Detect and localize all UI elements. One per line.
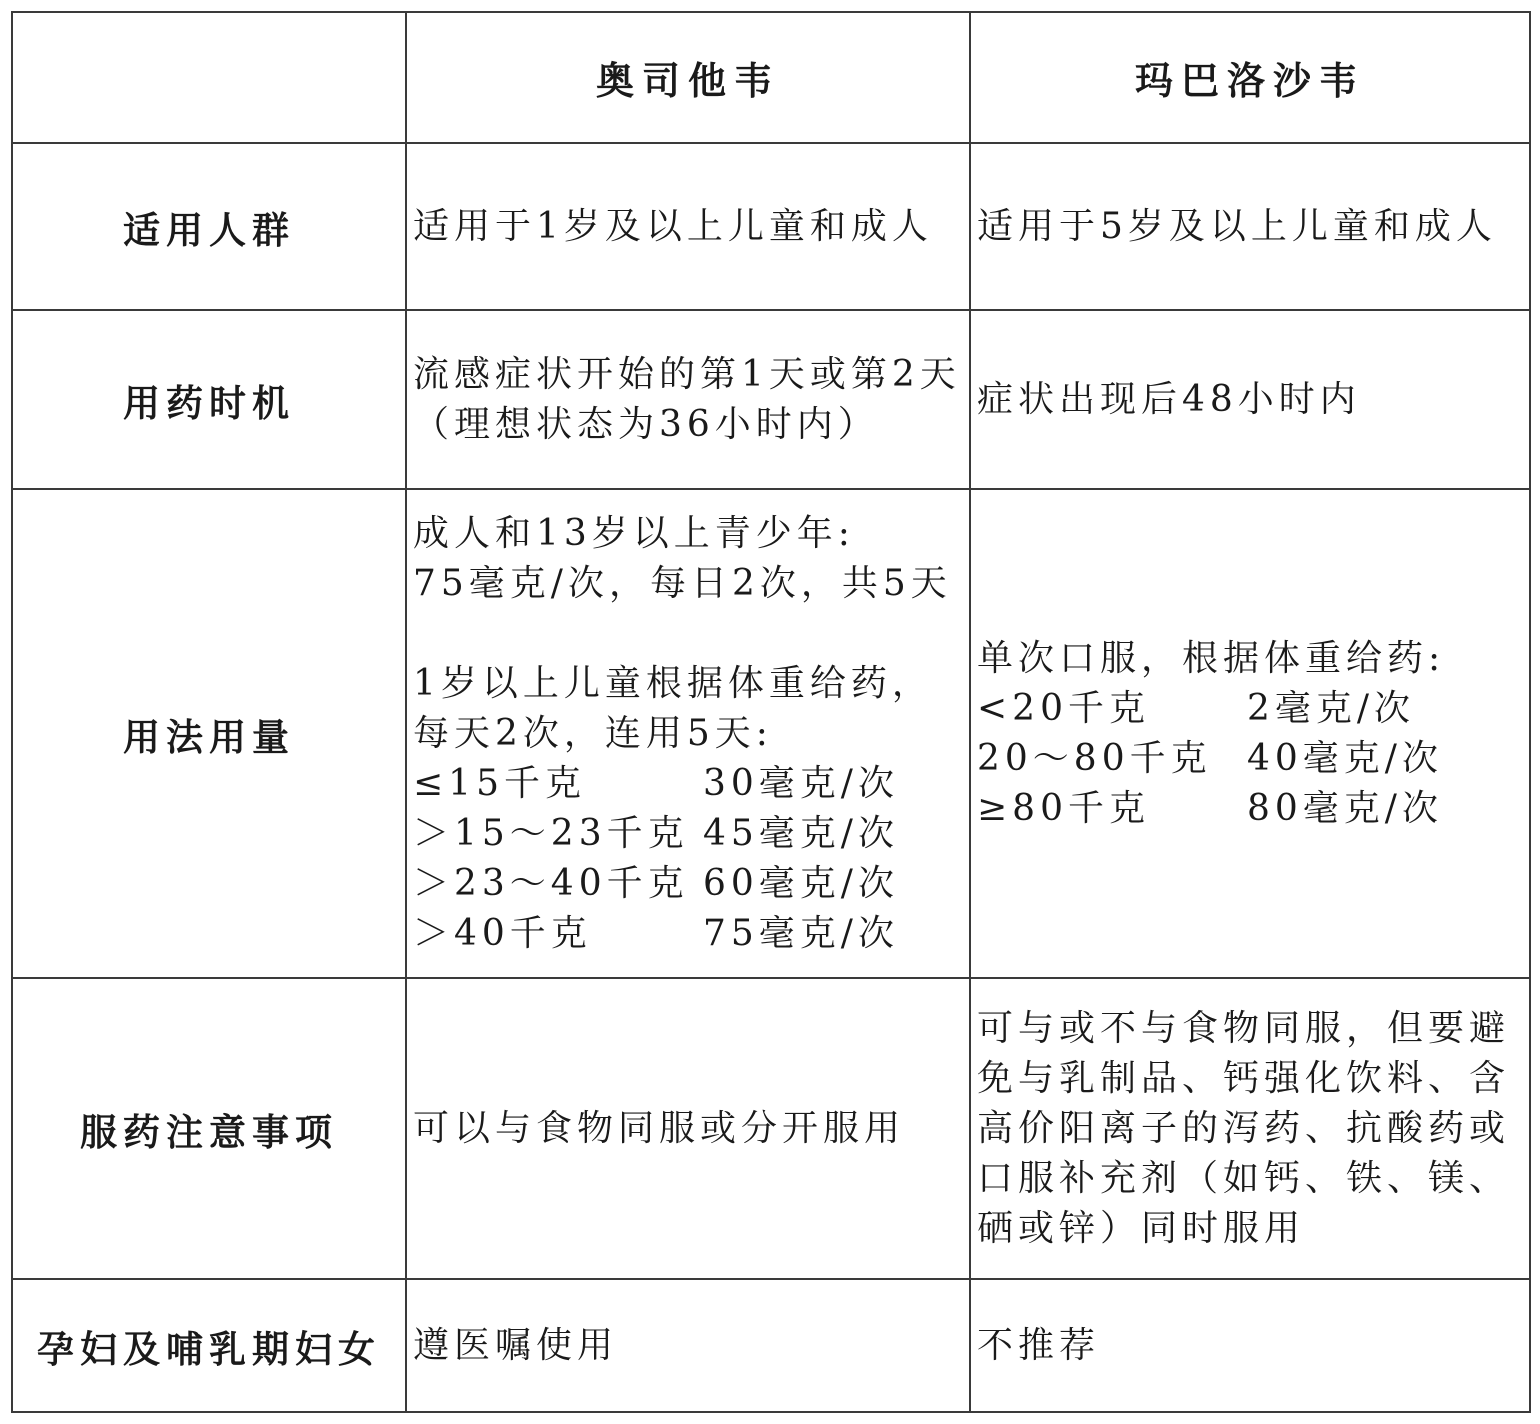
dosage-a-weight-row — [413, 759, 899, 809]
timing-drug-a-line-1: 流感症状开始的第1天或第2天 — [413, 353, 961, 395]
dosage-a-adult-dose: 75毫克/次，每日2次，共5天 — [413, 562, 952, 604]
precautions-b-line-3: 高价阳离子的泻药、抗酸药或 — [977, 1107, 1511, 1149]
dosage-a-dose: 30毫克/次 — [703, 762, 899, 804]
dosage-b-heading: 单次口服，根据体重给药: — [977, 637, 1446, 679]
dosage-b-dose: 2毫克/次 — [1247, 687, 1416, 729]
row-dosage — [12, 489, 1530, 978]
row-label-population: 适用人群 — [12, 143, 406, 310]
dosage-drug-a — [406, 489, 970, 978]
dosage-a-child-heading-1: 1岁以上儿童根据体重给药， — [413, 662, 933, 704]
header-blank-cell — [12, 12, 406, 143]
dosage-a-weight-row — [413, 859, 899, 909]
population-drug-a — [406, 143, 970, 310]
population-drug-b — [970, 143, 1530, 310]
dosage-a-weight: ＞23～40千克 — [413, 862, 689, 904]
row-population — [12, 143, 1530, 310]
dosage-b-weight-row — [977, 734, 1443, 784]
dosage-b-weight-row — [977, 684, 1443, 734]
precautions-drug-b — [970, 978, 1530, 1279]
dosage-a-adult-heading: 成人和13岁以上青少年: — [413, 512, 855, 554]
row-pregnancy — [12, 1279, 1530, 1412]
dosage-a-dose: 75毫克/次 — [703, 912, 899, 954]
dosage-b-dose: 80毫克/次 — [1247, 787, 1443, 829]
row-label-dosage: 用法用量 — [12, 489, 406, 978]
precautions-b-line-5: 硒或锌）同时服用 — [977, 1207, 1306, 1249]
dosage-a-weight: ＞15～23千克 — [413, 812, 689, 854]
dosage-a-weight: ≤15千克 — [413, 762, 586, 804]
dosage-a-weight-row — [413, 809, 899, 859]
pregnancy-drug-b-text: 不推荐 — [977, 1324, 1101, 1366]
header-row — [12, 12, 1530, 143]
dosage-b-weight-row — [977, 784, 1443, 834]
timing-drug-b — [970, 310, 1530, 489]
comparison-table — [11, 11, 1531, 1413]
timing-drug-a — [406, 310, 970, 489]
dosage-b-weight-table — [977, 684, 1443, 834]
timing-drug-b-text: 症状出现后48小时内 — [977, 378, 1361, 420]
dosage-a-dose: 60毫克/次 — [703, 862, 899, 904]
precautions-b-line-2: 免与乳制品、钙强化饮料、含 — [977, 1057, 1511, 1099]
dosage-a-weight-table — [413, 759, 899, 959]
timing-drug-a-line-2: （理想状态为36小时内） — [413, 403, 879, 445]
precautions-b-line-1: 可与或不与食物同服，但要避 — [977, 1007, 1511, 1049]
dosage-a-dose: 45毫克/次 — [703, 812, 899, 854]
dosage-b-weight: <20千克 — [977, 687, 1150, 729]
dosage-b-weight: 20～80千克 — [977, 737, 1212, 779]
pregnancy-drug-b — [970, 1279, 1530, 1412]
dosage-a-spacer — [413, 609, 963, 659]
row-label-timing: 用药时机 — [12, 310, 406, 489]
pregnancy-drug-a — [406, 1279, 970, 1412]
dosage-b-dose: 40毫克/次 — [1247, 737, 1443, 779]
precautions-drug-a — [406, 978, 970, 1279]
row-precautions — [12, 978, 1530, 1279]
dosage-a-child-heading-2: 每天2次，连用5天: — [413, 712, 773, 754]
row-label-precautions: 服药注意事项 — [12, 978, 406, 1279]
pregnancy-drug-a-text: 遵医嘱使用 — [413, 1324, 619, 1366]
population-drug-b-text: 适用于5岁及以上儿童和成人 — [977, 205, 1497, 247]
dosage-drug-b — [970, 489, 1530, 978]
dosage-a-weight: ＞40千克 — [413, 912, 592, 954]
precautions-drug-a-text: 可以与食物同服或分开服用 — [413, 1107, 906, 1149]
row-label-pregnancy: 孕妇及哺乳期妇女 — [12, 1279, 406, 1412]
population-drug-a-text: 适用于1岁及以上儿童和成人 — [413, 205, 933, 247]
dosage-b-weight: ≥80千克 — [977, 787, 1150, 829]
header-drug-a: 奥司他韦 — [406, 12, 970, 143]
dosage-a-weight-row — [413, 909, 899, 959]
header-drug-b: 玛巴洛沙韦 — [970, 12, 1530, 143]
precautions-b-line-4: 口服补充剂（如钙、铁、镁、 — [977, 1157, 1511, 1199]
row-timing — [12, 310, 1530, 489]
